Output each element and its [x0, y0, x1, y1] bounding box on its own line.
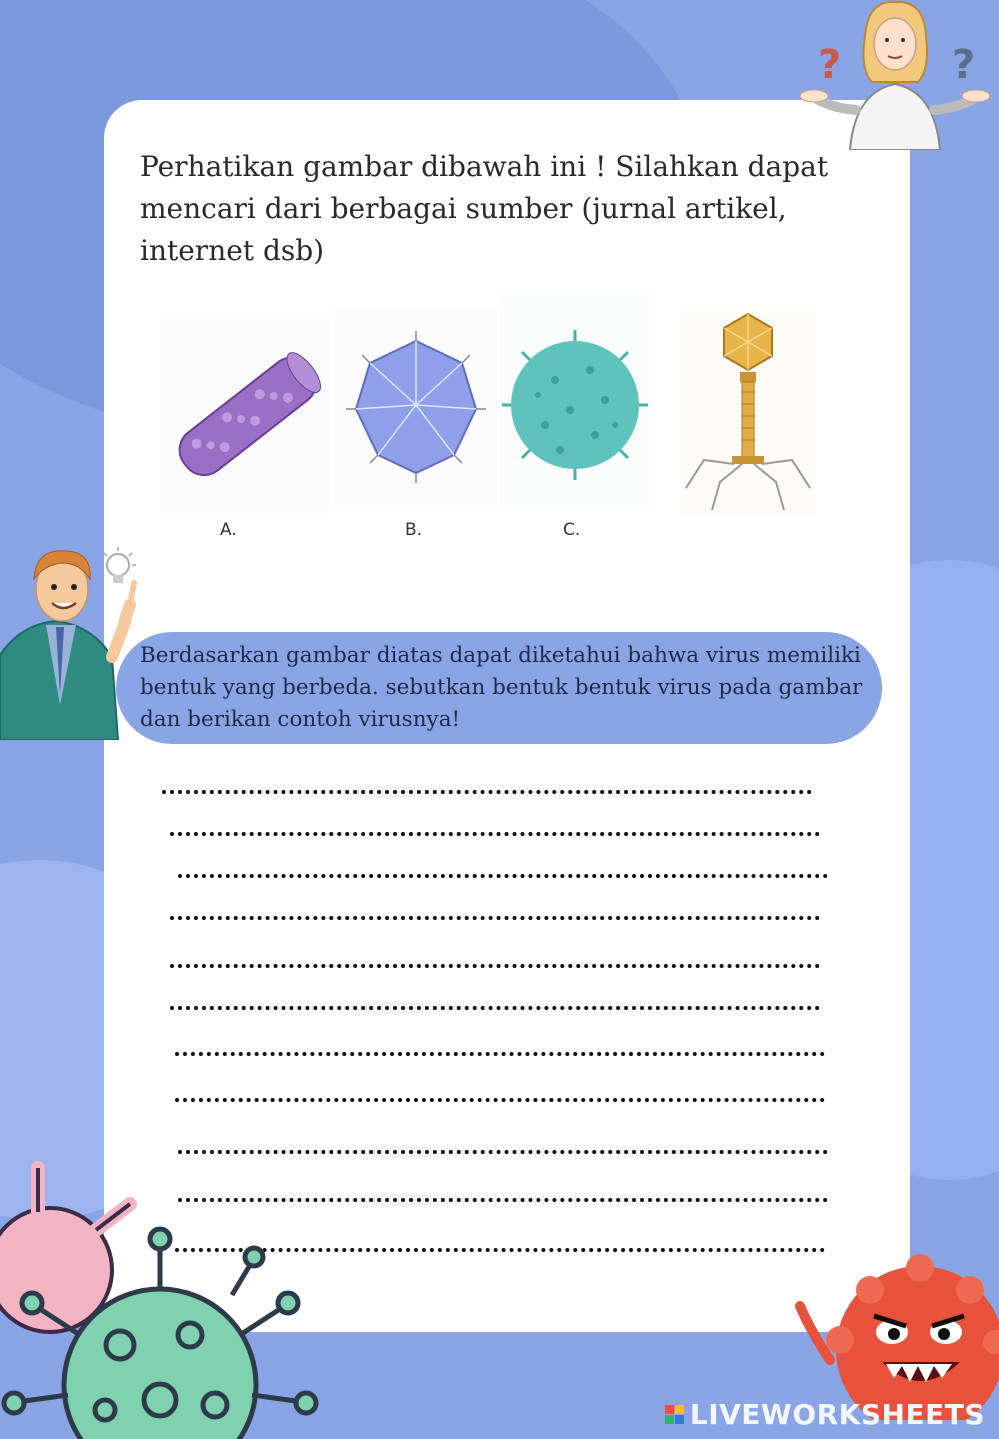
bacteriophage-icon [682, 310, 814, 516]
answer-line-1[interactable] [162, 790, 812, 794]
confused-woman-icon [800, 0, 990, 150]
svg-text:?: ? [952, 42, 976, 88]
liveworksheets-watermark [665, 1396, 985, 1432]
instruction-text: Perhatikan gambar dibawah ini ! Silahkan dapat mencari dari berbagai sumber (jurnal artikel, internet dsb) [140, 150, 829, 267]
red-monster-virus-icon [790, 1250, 999, 1420]
rod-virus-icon [160, 318, 330, 514]
answer-line-9[interactable] [178, 1150, 828, 1154]
liveworksheets-logo-icon [665, 1405, 684, 1424]
image-label-c: C. [563, 520, 581, 540]
answer-line-8[interactable] [175, 1098, 825, 1102]
polyhedral-virus-icon [334, 305, 498, 505]
watermark-text: LIVEWORKSHEETS [689, 1397, 985, 1431]
answer-line-10[interactable] [178, 1198, 828, 1202]
answer-line-3[interactable] [178, 874, 828, 878]
green-virus-icon [0, 1225, 320, 1439]
answer-line-2[interactable] [170, 832, 820, 836]
question-text: Berdasarkan gambar diatas dapat diketahui bahwa virus memiliki bentuk yang berbeda. sebutkan bentuk bentuk virus pada gambar dan berikan contoh virusnya! [140, 643, 863, 732]
answer-line-4[interactable] [170, 916, 820, 920]
svg-text:?: ? [818, 42, 842, 88]
answer-line-5[interactable] [170, 964, 820, 968]
spherical-virus-icon [500, 290, 650, 510]
answer-line-7[interactable] [175, 1052, 825, 1056]
image-label-b: B. [405, 520, 423, 540]
man-pointing-icon [0, 545, 150, 740]
answer-line-6[interactable] [170, 1006, 820, 1010]
image-label-a: A. [220, 520, 237, 540]
